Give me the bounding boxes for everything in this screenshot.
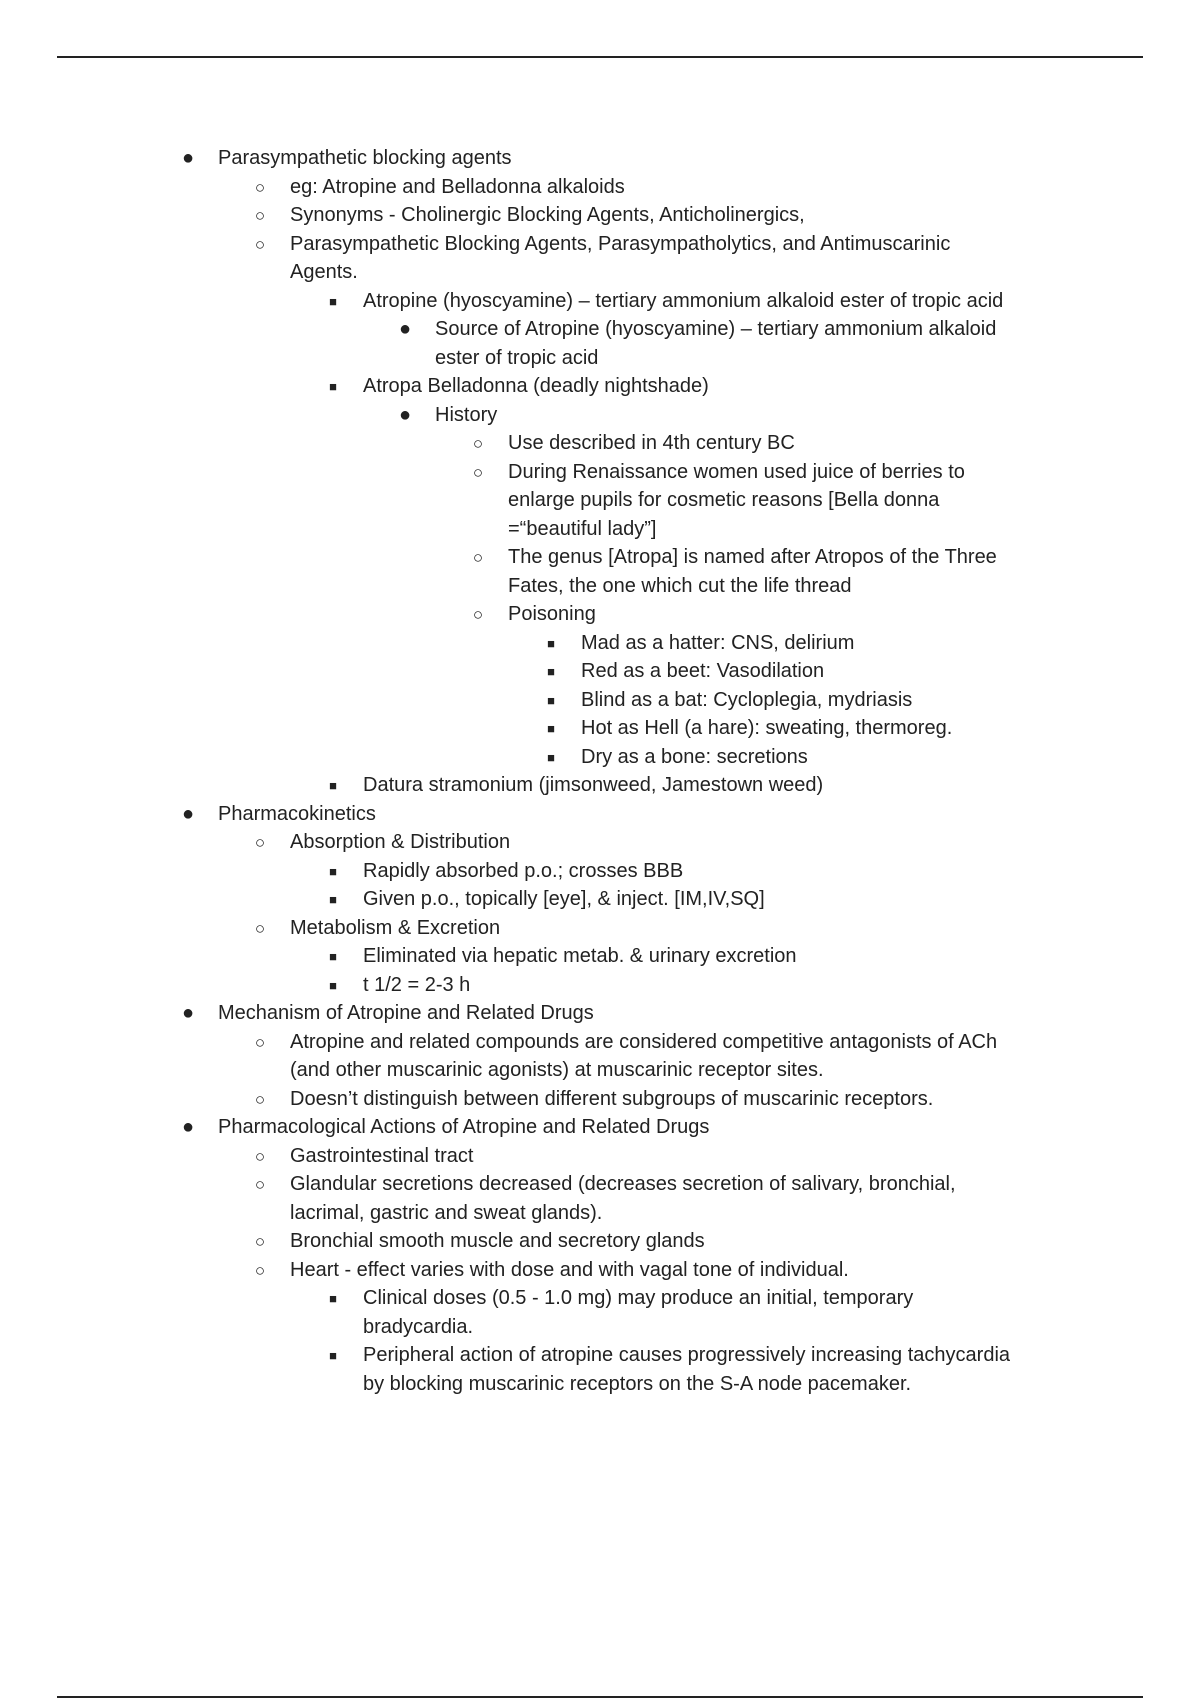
bullet-square-icon: ■ (547, 750, 555, 765)
outline-line (0, 515, 1200, 543)
outline-line (0, 629, 1200, 657)
bullet-square-icon: ■ (329, 1348, 337, 1363)
outline-text: Synonyms - Cholinergic Blocking Agents, Anticholinergics, (290, 204, 805, 226)
outline-text: Parasympathetic blocking agents (218, 147, 512, 169)
outline-text: Clinical doses (0.5 - 1.0 mg) may produce an initial, temporary (363, 1287, 914, 1309)
bullet-circle-icon: ○ (254, 206, 266, 225)
bullet-circle-icon: ○ (254, 1090, 266, 1109)
bullet-square-icon: ■ (329, 949, 337, 964)
outline-line (0, 1284, 1200, 1313)
outline-line (0, 1341, 1200, 1370)
outline-line (0, 429, 1200, 458)
outline-text: Blind as a bat: Cycloplegia, mydriasis (581, 689, 913, 711)
outline-text: eg: Atropine and Belladonna alkaloids (290, 176, 625, 198)
outline-line (0, 144, 1200, 173)
outline-text: Mechanism of Atropine and Related Drugs (218, 1002, 594, 1024)
bullet-circle-icon: ○ (254, 1232, 266, 1251)
outline-text: Given p.o., topically [eye], & inject. [IM,IV,SQ] (363, 888, 765, 910)
bullet-disc-icon: ● (181, 1116, 195, 1138)
outline-text: Peripheral action of atropine causes progressively increasing tachycardia (363, 1344, 1011, 1366)
outline-text: Gastrointestinal tract (290, 1145, 474, 1167)
outline-line (0, 1085, 1200, 1113)
outline-text: t 1/2 = 2-3 h (363, 974, 471, 996)
outline-text: enlarge pupils for cosmetic reasons [Bella donna (508, 489, 940, 511)
outline-text: ester of tropic acid (435, 347, 599, 369)
bullet-square-icon: ■ (547, 636, 555, 651)
bullet-disc-icon: ● (181, 147, 195, 169)
outline-text: Pharmacokinetics (218, 803, 376, 825)
outline-line (0, 401, 1200, 429)
outline-line (0, 543, 1200, 572)
bullet-circle-icon: ○ (254, 919, 266, 938)
outline-line (0, 771, 1200, 800)
bullet-square-icon: ■ (329, 1291, 337, 1306)
outline-line (0, 1142, 1200, 1170)
outline-line (0, 942, 1200, 971)
outline-line (0, 600, 1200, 629)
outline-text: Pharmacological Actions of Atropine and Related Drugs (218, 1116, 710, 1138)
outline-text: The genus [Atropa] is named after Atropos of the Three (508, 546, 997, 568)
bullet-circle-icon: ○ (254, 833, 266, 852)
outline-text: Bronchial smooth muscle and secretory glands (290, 1230, 705, 1252)
outline-line (0, 1256, 1200, 1284)
outline-text: Parasympathetic Blocking Agents, Parasympatholytics, and Antimuscarinic (290, 233, 951, 255)
outline-text: History (435, 404, 498, 426)
outline-line (0, 287, 1200, 315)
outline-line (0, 857, 1200, 885)
bullet-square-icon: ■ (329, 978, 337, 993)
outline-line (0, 201, 1200, 230)
outline-text: Doesn’t distinguish between different subgroups of muscarinic receptors. (290, 1088, 934, 1110)
outline-text: Glandular secretions decreased (decreases secretion of salivary, bronchial, (290, 1173, 956, 1195)
outline-line (0, 1113, 1200, 1142)
outline-line (0, 372, 1200, 401)
outline-line (0, 458, 1200, 486)
bullet-circle-icon: ○ (254, 235, 266, 254)
bullet-circle-icon: ○ (254, 178, 266, 197)
outline-text: Atropa Belladonna (deadly nightshade) (363, 375, 709, 397)
bullet-circle-icon: ○ (254, 1033, 266, 1052)
bullet-square-icon: ■ (547, 693, 555, 708)
outline-line (0, 914, 1200, 942)
outline-line (0, 1056, 1200, 1085)
bullet-circle-icon: ○ (472, 605, 484, 624)
outline-text: Eliminated via hepatic metab. & urinary excretion (363, 945, 797, 967)
bullet-square-icon: ■ (329, 379, 337, 394)
outline-line (0, 1028, 1200, 1056)
outline-text: bradycardia. (363, 1316, 474, 1338)
outline-text: Agents. (290, 261, 358, 283)
outline-line (0, 572, 1200, 600)
outline-text: Datura stramonium (jimsonweed, Jamestown weed) (363, 774, 824, 796)
notes-outline (0, 144, 1200, 1398)
outline-line (0, 800, 1200, 828)
outline-text: Mad as a hatter: CNS, delirium (581, 632, 855, 654)
outline-text: Atropine and related compounds are considered competitive antagonists of ACh (290, 1031, 998, 1053)
outline-line (0, 173, 1200, 201)
bullet-circle-icon: ○ (254, 1147, 266, 1166)
outline-line (0, 1170, 1200, 1199)
outline-line (0, 230, 1200, 258)
outline-text: =“beautiful lady”] (508, 518, 657, 540)
bullet-circle-icon: ○ (472, 548, 484, 567)
outline-text: Fates, the one which cut the life thread (508, 575, 852, 597)
outline-text: Dry as a bone: secretions (581, 746, 808, 768)
outline-line (0, 885, 1200, 914)
bullet-circle-icon: ○ (254, 1261, 266, 1280)
bullet-square-icon: ■ (329, 864, 337, 879)
outline-line (0, 999, 1200, 1028)
outline-line (0, 315, 1200, 344)
outline-line (0, 714, 1200, 743)
outline-line (0, 344, 1200, 372)
outline-text: Source of Atropine (hyoscyamine) – tertiary ammonium alkaloid (435, 318, 997, 340)
bullet-square-icon: ■ (547, 721, 555, 736)
top-rule (57, 56, 1143, 58)
bullet-square-icon: ■ (547, 664, 555, 679)
outline-text: lacrimal, gastric and sweat glands). (290, 1202, 603, 1224)
outline-text: Heart - effect varies with dose and with vagal tone of individual. (290, 1259, 849, 1281)
outline-text: Metabolism & Excretion (290, 917, 501, 939)
outline-text: Hot as Hell (a hare): sweating, thermoreg. (581, 717, 953, 739)
bullet-square-icon: ■ (329, 778, 337, 793)
outline-text: Red as a beet: Vasodilation (581, 660, 825, 682)
outline-line (0, 686, 1200, 714)
bullet-disc-icon: ● (398, 318, 412, 340)
outline-text: Rapidly absorbed p.o.; crosses BBB (363, 860, 684, 882)
bullet-square-icon: ■ (329, 294, 337, 309)
bullet-disc-icon: ● (181, 1002, 195, 1024)
bullet-disc-icon: ● (181, 803, 195, 825)
outline-line (0, 743, 1200, 771)
outline-line (0, 1313, 1200, 1341)
outline-text: During Renaissance women used juice of berries to (508, 461, 965, 483)
outline-text: (and other muscarinic agonists) at muscarinic receptor sites. (290, 1059, 824, 1081)
outline-line (0, 486, 1200, 515)
outline-line (0, 1199, 1200, 1227)
outline-line (0, 1370, 1200, 1398)
outline-text: Use described in 4th century BC (508, 432, 795, 454)
outline-line (0, 657, 1200, 686)
bullet-disc-icon: ● (398, 404, 412, 426)
bullet-circle-icon: ○ (472, 434, 484, 453)
outline-text: by blocking muscarinic receptors on the S-A node pacemaker. (363, 1373, 912, 1395)
outline-line (0, 1227, 1200, 1256)
bullet-square-icon: ■ (329, 892, 337, 907)
bullet-circle-icon: ○ (254, 1175, 266, 1194)
outline-text: Atropine (hyoscyamine) – tertiary ammonium alkaloid ester of tropic acid (363, 290, 1004, 312)
outline-line (0, 258, 1200, 287)
bottom-rule (57, 1696, 1143, 1698)
outline-text: Absorption & Distribution (290, 831, 511, 853)
outline-text: Poisoning (508, 603, 596, 625)
outline-line (0, 971, 1200, 999)
bullet-circle-icon: ○ (472, 463, 484, 482)
outline-line (0, 828, 1200, 857)
